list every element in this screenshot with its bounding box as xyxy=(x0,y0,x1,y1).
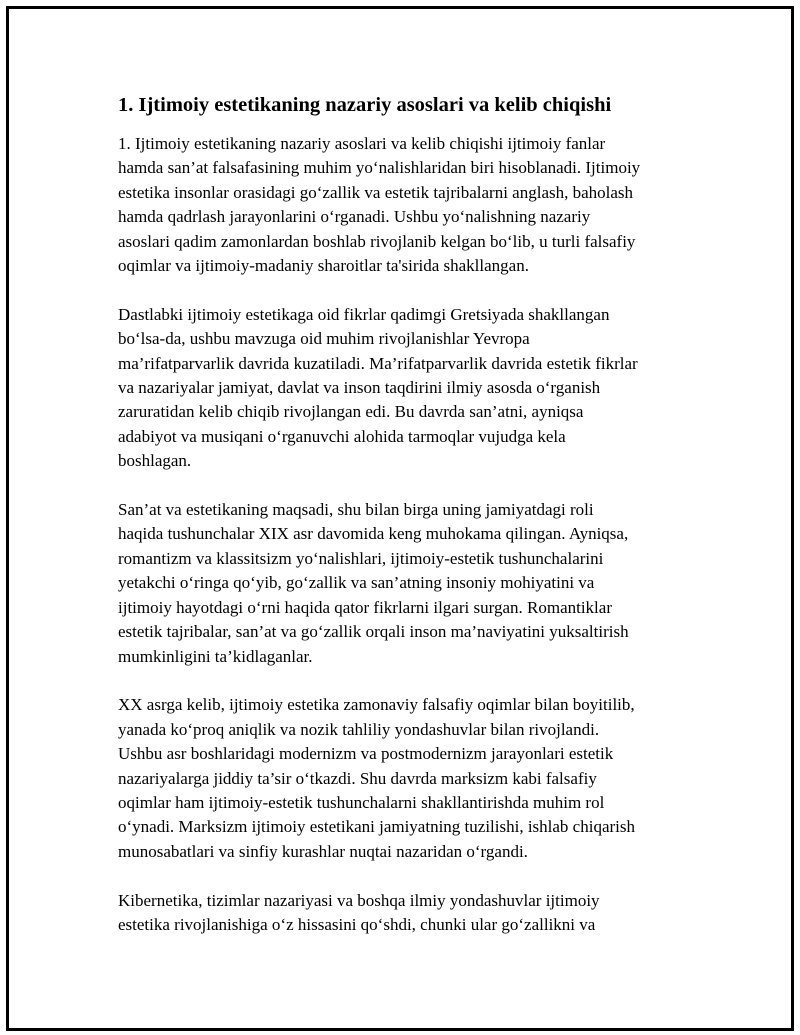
paragraph-1 xyxy=(118,132,678,278)
text-line: estetik tajribalar, san’at va go‘zallik orqali inson ma’naviyatini yuksaltirish xyxy=(118,622,629,642)
text-line: oqimlar va ijtimoiy-madaniy sharoitlar ta'sirida shakllangan. xyxy=(118,256,529,276)
text-line: Ushbu asr boshlaridagi modernizm va postmodernizm jarayonlari estetik xyxy=(118,744,614,764)
text-line: asoslari qadim zamonlardan boshlab rivojlanib kelgan bo‘lib, u turli falsafiy xyxy=(118,231,636,251)
text-line: bo‘lsa-da, ushbu mavzuga oid muhim rivojlanishlar Yevropa xyxy=(118,329,530,349)
paragraph-2 xyxy=(118,303,678,474)
text-line: yanada ko‘proq aniqlik va nozik tahliliy yondashuvlar bilan rivojlandi. xyxy=(118,719,600,739)
text-line: estetika rivojlanishiga o‘z hissasini qo‘shdi, chunki ular go‘zallikni va xyxy=(118,914,596,934)
text-line: adabiyot va musiqani o‘rganuvchi alohida tarmoqlar vujudga kela xyxy=(118,426,566,446)
text-line: hamda qadrlash jarayonlarini o‘rganadi. Ushbu yo‘nalishning nazariy xyxy=(118,207,591,227)
text-line: o‘ynadi. Marksizm ijtimoiy estetikani jamiyatning tuzilishi, ishlab chiqarish xyxy=(118,817,635,837)
text-line: romantizm va klassitsizm yo‘nalishlari, ijtimoiy-estetik tushunchalarini xyxy=(118,548,604,568)
text-line: estetika insonlar orasidagi go‘zallik va estetik tajribalarni anglash, baholash xyxy=(118,182,634,202)
text-line: 1. Ijtimoiy estetikaning nazariy asoslari va kelib chiqishi ijtimoiy fanlar xyxy=(118,134,606,153)
text-line: zaruratidan kelib chiqib rivojlangan edi. Bu davrda san’atni, ayniqsa xyxy=(118,402,584,422)
text-line: ijtimoiy hayotdagi o‘rni haqida qator fikrlarni ilgari surgan. Romantiklar xyxy=(118,597,612,617)
text-line: San’at va estetikaning maqsadi, shu bilan birga uning jamiyatdagi roli xyxy=(118,500,594,520)
text-line: ma’rifatparvarlik davrida kuzatiladi. Ma’rifatparvarlik davrida estetik fikrlar xyxy=(118,353,638,373)
text-line: Dastlabki ijtimoiy estetikaga oid fikrlar qadimgi Gretsiyada shakllangan xyxy=(118,304,610,324)
text-line: munosabatlari va sinfiy kurashlar nuqtai nazaridan o‘rgandi. xyxy=(118,841,528,861)
text-line: boshlagan. xyxy=(118,451,192,471)
paragraph-3 xyxy=(118,498,678,669)
paragraph-4 xyxy=(118,693,678,864)
text-line: oqimlar ham ijtimoiy-estetik tushunchalarni shakllantirishda muhim rol xyxy=(118,792,605,812)
text-line: Kibernetika, tizimlar nazariyasi va boshqa ilmiy yondashuvlar ijtimoiy xyxy=(118,890,600,910)
text-line: hamda san’at falsafasining muhim yo‘nalishlaridan biri hisoblanadi. Ijtimoiy xyxy=(118,158,641,178)
text-line: XX asrga kelib, ijtimoiy estetika zamonaviy falsafiy oqimlar bilan boyitilib, xyxy=(118,695,635,715)
text-line: yetakchi o‘ringa qo‘yib, go‘zallik va san’atning insoniy mohiyatini va xyxy=(118,573,595,593)
text-line: nazariyalarga jiddiy ta’sir o‘tkazdi. Shu davrda marksizm kabi falsafiy xyxy=(118,768,597,788)
text-line: va nazariyalar jamiyat, davlat va inson taqdirini ilmiy asosda o‘rganish xyxy=(118,378,601,398)
paragraph-5 xyxy=(118,889,678,938)
text-line: mumkinligini ta’kidlaganlar. xyxy=(118,646,313,666)
document-body xyxy=(118,92,678,962)
text-line: haqida tushunchalar XIX asr davomida keng muhokama qilingan. Ayniqsa, xyxy=(118,524,629,544)
section-heading: 1. Ijtimoiy estetikaning nazariy asoslari va kelib chiqishi xyxy=(118,94,612,116)
